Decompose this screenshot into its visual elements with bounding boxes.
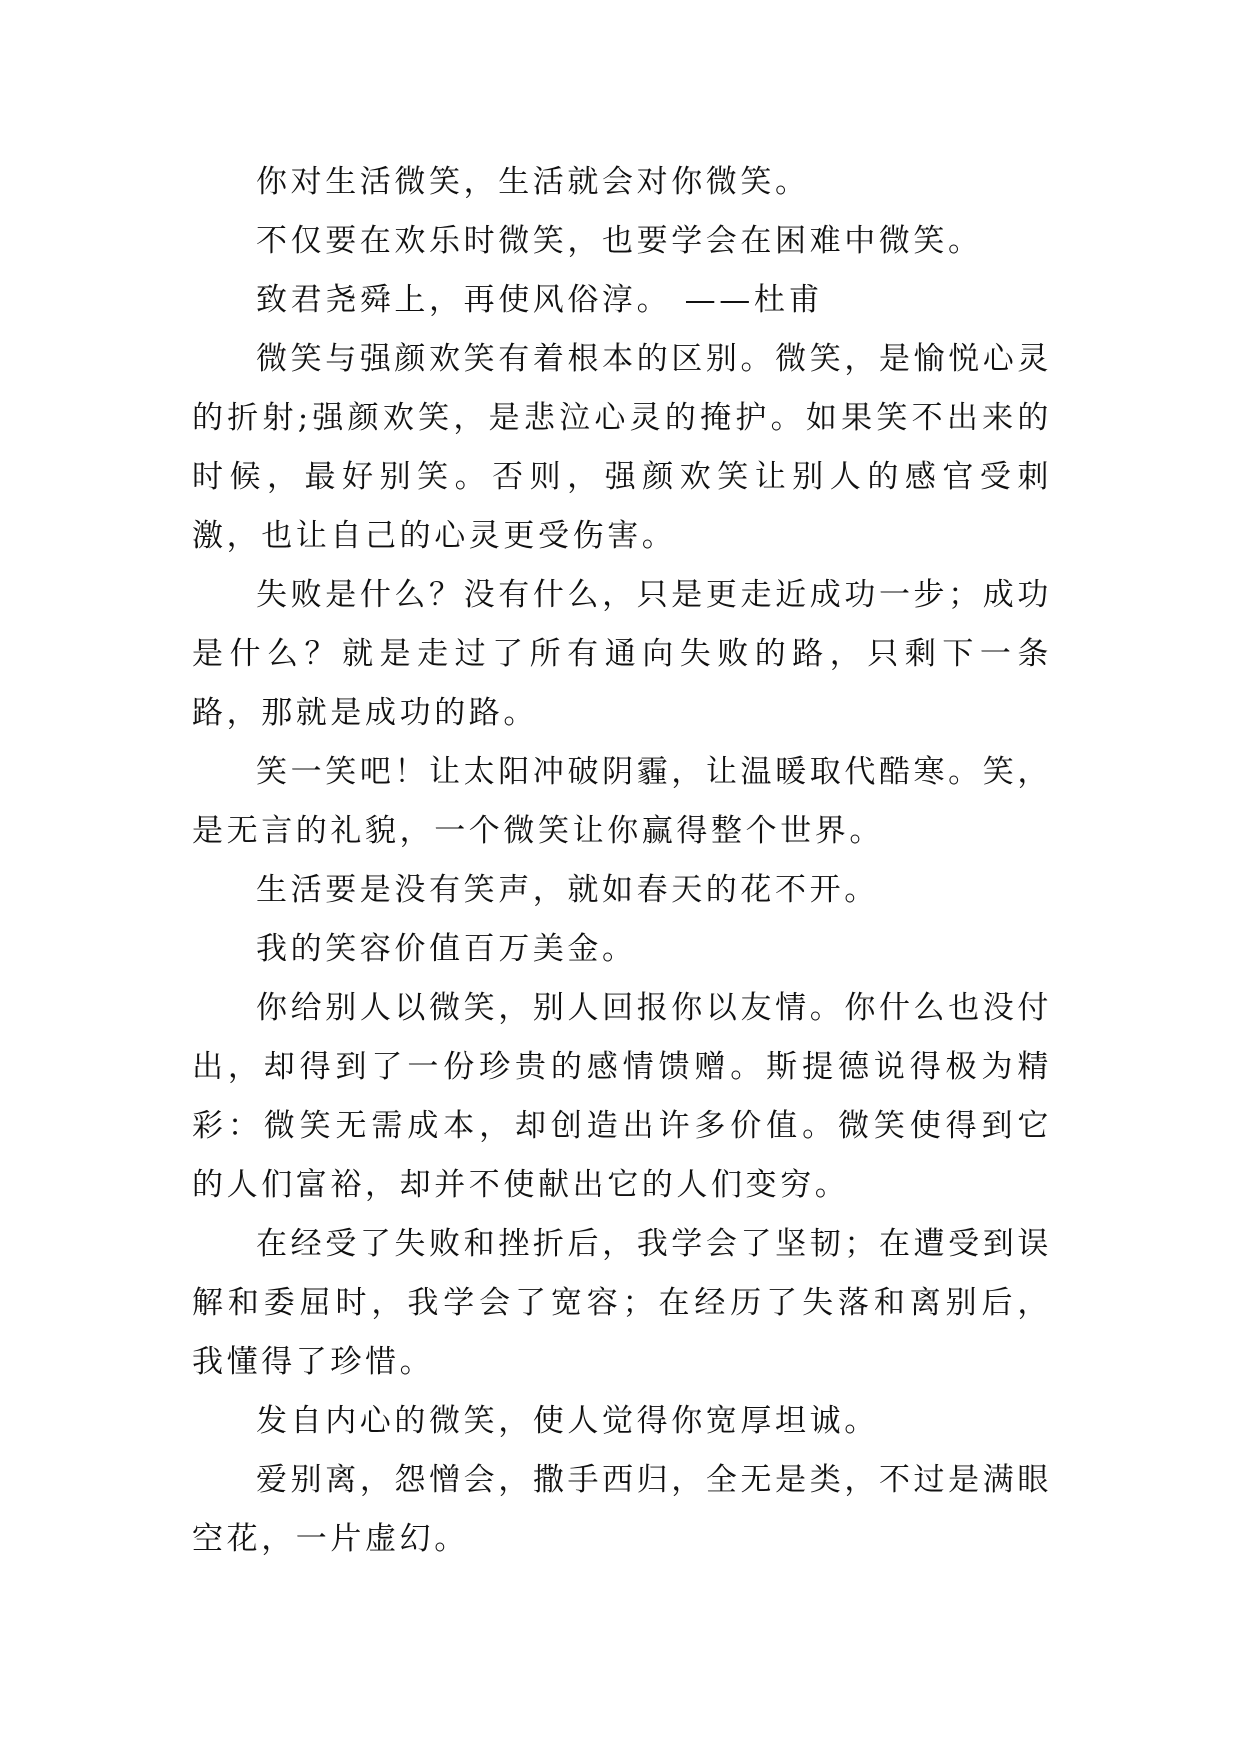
- paragraph: 笑一笑吧！让太阳冲破阴霾，让温暖取代酷寒。笑，是无言的礼貌，一个微笑让你赢得整个世界。: [192, 754, 1052, 849]
- paragraph: 致君尧舜上，再使风俗淳。 ——杜甫: [256, 282, 824, 318]
- paragraph: 发自内心的微笑，使人觉得你宽厚坦诚。: [256, 1403, 879, 1439]
- paragraph: 生活要是没有笑声，就如春天的花不开。: [256, 872, 879, 908]
- paragraph: 你给别人以微笑，别人回报你以友情。你什么也没付出，却得到了一份珍贵的感情馈赠。斯提德说得极为精彩：微笑无需成本，却创造出许多价值。微笑使得到它的人们富裕，却并不使献出它的人们变穷。: [192, 990, 1052, 1203]
- paragraph: 你对生活微笑，生活就会对你微笑。: [256, 164, 810, 200]
- paragraph: 失败是什么？没有什么，只是更走近成功一步；成功是什么？就是走过了所有通向失败的路，只剩下一条路，那就是成功的路。: [192, 577, 1052, 731]
- paragraph: 爱别离，怨憎会，撒手西归，全无是类，不过是满眼空花，一片虚幻。: [192, 1462, 1052, 1557]
- paragraph: 不仅要在欢乐时微笑，也要学会在困难中微笑。: [256, 223, 983, 259]
- document-body: [192, 153, 1052, 1569]
- paragraph: 微笑与强颜欢笑有着根本的区别。微笑，是愉悦心灵的折射;强颜欢笑，是悲泣心灵的掩护。如果笑不出来的时候，最好别笑。否则，强颜欢笑让别人的感官受刺激，也让自己的心灵更受伤害。: [192, 341, 1052, 554]
- paragraph: 在经受了失败和挫折后，我学会了坚韧；在遭受到误解和委屈时，我学会了宽容；在经历了失落和离别后，我懂得了珍惜。: [192, 1226, 1052, 1380]
- paragraph: 我的笑容价值百万美金。: [256, 931, 637, 967]
